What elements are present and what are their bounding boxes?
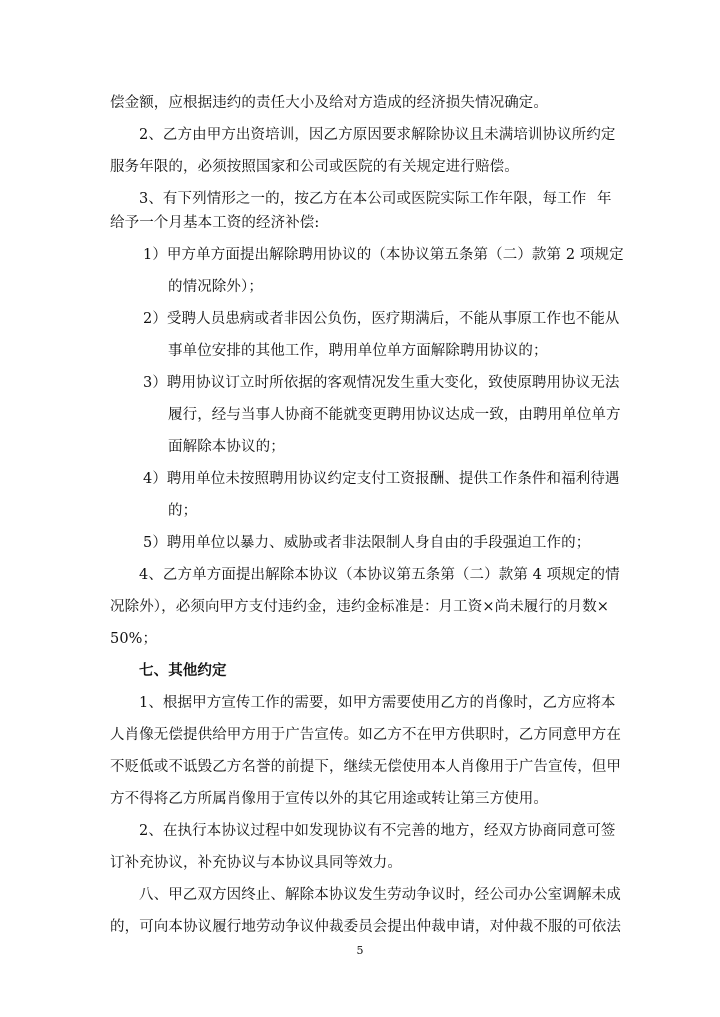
text-line: 的情况除外）； [168,279,263,295]
text-line: 履行，经与当事人协商不能就变更聘用协议达成一致，由聘用单位单方 [168,407,621,423]
list-item: 2）受聘人员患病或者非因公负伤，医疗期满后，不能从事原工作也不能从 [143,311,620,327]
text-line: 八、甲乙双方因终止、解除本协议发生劳动争议时，经公司办公室调解未成 [139,887,621,903]
text-line: 2、在执行本协议过程中如发现协议有不完善的地方，经双方协商同意可签 [139,823,616,839]
text-line: 人肖像无偿提供给甲方用于广告宣传。如乙方不在甲方供职时，乙方同意甲方在 [110,727,621,743]
text-line: 方不得将乙方所属肖像用于宣传以外的其它用途或转让第三方使用。 [110,791,548,807]
list-item: 5）聘用单位以暴力、威胁或者非法限制人身自由的手段强迫工作的； [143,535,591,551]
text-line: 不贬低或不诋毁乙方名誉的前提下，继续无偿使用本人肖像用于广告宣传，但甲 [110,759,621,775]
text-line: 给予一个月基本工资的经济补偿: [110,215,320,231]
text-line: 服务年限的，必须按照国家和公司或医院的有关规定进行赔偿。 [110,159,519,175]
text-line: 2、乙方由甲方出资培训，因乙方原因要求解除协议且未满培训协议所约定 [139,127,616,143]
list-item: 1）甲方单方面提出解除聘用协议的（本协议第五条第（二）款第 2 项规定 [143,247,624,263]
list-item: 4）聘用单位未按照聘用协议约定支付工资报酬、提供工作条件和福利待遇 [143,471,620,487]
list-item: 3）聘用协议订立时所依据的客观情况发生重大变化，致使原聘用协议无法 [143,375,620,391]
text-line: 的； [168,503,198,519]
text-line: 面解除本协议的； [168,439,285,455]
text-line: 1、根据甲方宣传工作的需要，如甲方需要使用乙方的肖像时，乙方应将本 [139,695,616,711]
text-line: 的，可向本协议履行地劳动争议仲裁委员会提出仲裁申请，对仲裁不服的可依法 [110,919,621,935]
text-line: 况除外），必须向甲方支付违约金，违约金标准是：月工资×尚未履行的月数× [110,599,610,615]
text-line: 偿金额，应根据违约的责任大小及给对方造成的经济损失情况确定。 [110,95,548,111]
text-line: 4、乙方单方面提出解除本协议（本协议第五条第（二）款第 4 项规定的情 [139,567,620,583]
page-number: 5 [356,944,364,957]
text-line: 50%； [110,631,158,647]
section-heading: 七、其他约定 [139,662,227,679]
text-line: 3、有下列情形之一的，按乙方在本公司或医院实际工作年限，每工作 [139,191,587,207]
text-line: 事单位安排的其他工作，聘用单位单方面解除聘用协议的； [168,343,548,359]
text-line: 订补充协议，补充协议与本协议具同等效力。 [110,855,402,871]
text-line: 年 [597,191,612,207]
